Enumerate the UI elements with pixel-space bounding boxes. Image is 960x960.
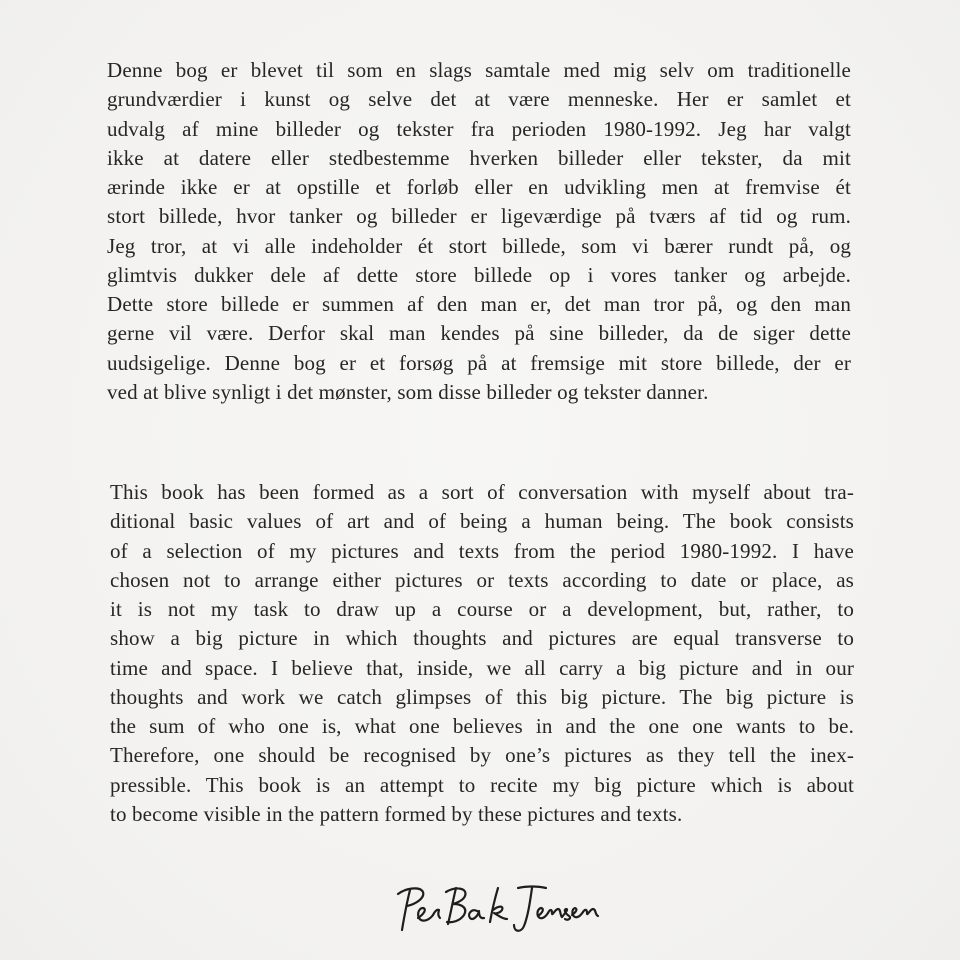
text-line: ved at blive synligt i det mønster, som disse billeder og tekster danner.: [107, 379, 709, 404]
text-line: time and space. I believe that, inside, we all carry a big picture and in our: [110, 655, 854, 680]
text-line: ditional basic values of art and of being a human being. The book consists: [110, 509, 854, 534]
text-line: gerne vil være. Derfor skal man kendes på sine billeder, da de siger dette: [107, 321, 851, 346]
text-line: show a big picture in which thoughts and pictures are equal transverse to: [110, 626, 854, 651]
text-line: stort billede, hvor tanker og billeder er ligeværdige på tværs af tid og rum.: [107, 204, 851, 229]
text-line: Denne bog er blevet til som en slags samtale med mig selv om traditionelle: [107, 58, 851, 82]
text-line: This book has been formed as a sort of conversation with myself about tra-: [110, 480, 854, 504]
danish-paragraph: [107, 56, 851, 407]
text-line: Therefore, one should be recognised by one’s pictures as they tell the inex-: [110, 743, 854, 768]
text-line: ærinde ikke er at opstille et forløb eller en udvikling men at fremvise ét: [107, 175, 851, 199]
text-line: uudsigelige. Denne bog er et forsøg på at fremsige mit store billede, der er: [107, 350, 851, 375]
text-line: it is not my task to draw up a course or a development, but, rather, to: [110, 597, 854, 621]
text-line: pressible. This book is an attempt to recite my big picture which is about: [110, 772, 854, 797]
text-line: Dette store billede er summen af den man er, det man tror på, og den man: [107, 292, 851, 316]
text-line: glimtvis dukker dele af dette store billede op i vores tanker og arbejde.: [107, 262, 851, 287]
text-line: grundværdier i kunst og selve det at være menneske. Her er samlet et: [107, 87, 851, 112]
text-line: Jeg tror, at vi alle indeholder ét stort billede, som vi bærer rundt på, og: [107, 233, 851, 258]
text-line: to become visible in the pattern formed by these pictures and texts.: [110, 801, 683, 826]
handwritten-signature: [380, 878, 610, 938]
text-line: chosen not to arrange either pictures or texts according to date or place, as: [110, 567, 854, 592]
text-line: udvalg af mine billeder og tekster fra perioden 1980-1992. Jeg har valgt: [107, 116, 851, 141]
text-line: thoughts and work we catch glimpses of this big picture. The big picture is: [110, 684, 854, 709]
text-line: the sum of who one is, what one believes in and the one one wants to be.: [110, 714, 854, 738]
english-paragraph: [110, 478, 854, 829]
text-line: ikke at datere eller stedbestemme hverken billeder eller tekster, da mit: [107, 145, 851, 170]
text-line: of a selection of my pictures and texts from the period 1980-1992. I have: [110, 538, 854, 563]
